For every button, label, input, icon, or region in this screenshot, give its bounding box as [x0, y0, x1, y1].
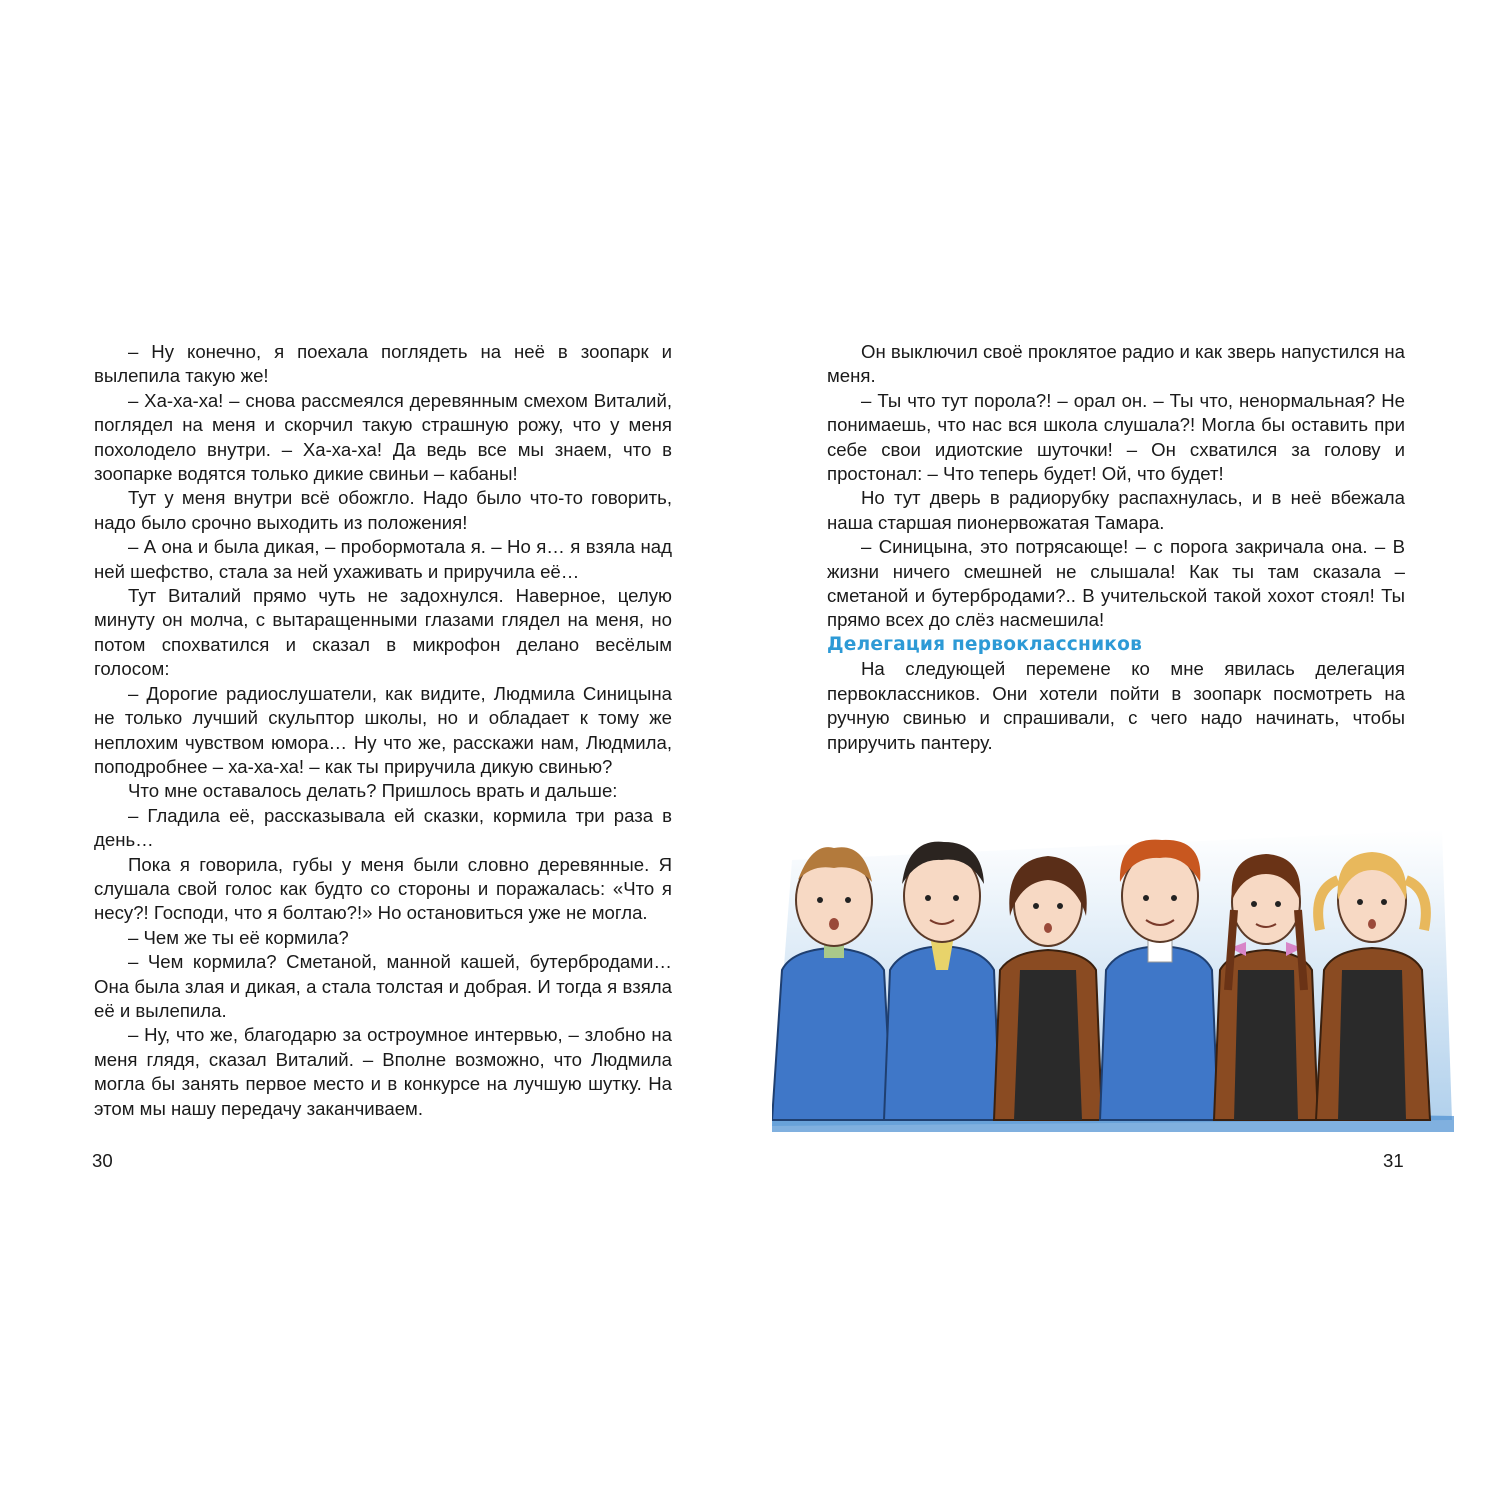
paragraph: – А она и была дикая, – пробормотала я. – Но я… я взяла над ней шефство, стала за ней ухаживать и приручила её…	[94, 536, 672, 582]
illustration-first-graders	[772, 820, 1454, 1132]
paragraph: Пока я говорила, губы у меня были словно деревянные. Я слушала свой голос как будто со стороны и поражалась: «Что я несу?! Господи, что я болтаю?!» Но остановиться уже не могла.	[94, 853, 672, 924]
paragraph: На следующей перемене ко мне явилась делегация первоклассников. Они хотели пойти в зоопарк посмотреть на ручную свинью и спрашивали, с чего надо начинать, чтобы приручить пантеру.	[827, 658, 1405, 753]
paragraph: Тут Виталий прямо чуть не задохнулся. Наверное, целую минуту он молча, с вытаращенными глазами глядел на меня, но потом спохватился и сказал в микрофон делано весёлым голосом:	[94, 585, 672, 680]
children-illustration	[772, 820, 1454, 1132]
chapter-title: Делегация первоклассников	[827, 633, 1143, 655]
left-page	[94, 340, 672, 1121]
paragraph: – Синицына, это потрясающе! – с порога закричала она. – В жизни ничего смешней не слышала! Как ты там сказала – сметаной и бутербродами?.. В учительской такой хохот стоял! Ты прямо всех до слёз насмешила!	[827, 536, 1405, 631]
page-number-right: 31	[1383, 1150, 1404, 1171]
paragraph: – Ты что тут порола?! – орал он. – Ты что, ненормальная? Не понимаешь, что нас вся школа слушала?! Могла бы оставить при себе свои идиотские шуточки! – Он схватился за голову и простонал: – Что теперь будет! Ой, что будет!	[827, 389, 1405, 485]
paragraph: Тут у меня внутри всё обожгло. Надо было что-то говорить, надо было срочно выходить из положения!	[94, 487, 672, 533]
paragraph: – Ну конечно, я поехала поглядеть на неё в зоопарк и вылепила такую же!	[94, 341, 672, 387]
paragraph: – Чем же ты её кормила?	[128, 926, 349, 948]
paragraph: – Ха-ха-ха! – снова рассмеялся деревянным смехом Виталий, поглядел на меня и скорчил такую страшную рожу, что у меня похолодело внутри. – Ха-ха-ха! Да ведь все мы знаем, что в зоопарке водятся только дикие свиньи – кабаны!	[94, 389, 672, 485]
paragraph: Что мне оставалось делать? Пришлось врать и дальше:	[128, 780, 618, 802]
paragraph: Он выключил своё проклятое радио и как зверь напустился на меня.	[827, 341, 1405, 387]
paragraph: – Ну, что же, благодарю за остроумное интервью, – злобно на меня глядя, сказал Виталий. – Вполне возможно, что Людмила могла бы занять первое место и в конкурсе на лучшую шутку. На этом мы нашу передачу заканчиваем.	[94, 1024, 672, 1119]
page-number-left: 30	[92, 1150, 113, 1171]
paragraph: – Дорогие радиослушатели, как видите, Людмила Синицына не только лучший скульптор школы, но и обладает к тому же неплохим чувством юмора… Ну что же, расскажи нам, Людмила, поподробнее – ха-ха-ха! – как ты приручила дикую свинью?	[94, 682, 672, 777]
right-page	[827, 340, 1405, 755]
paragraph: – Чем кормила? Сметаной, манной кашей, бутербродами… Она была злая и дикая, а стала толстая и добрая. И тогда я взяла её и вылепила.	[94, 951, 672, 1021]
paragraph: – Гладила её, рассказывала ей сказки, кормила три раза в день…	[94, 804, 672, 851]
child-girl-1	[994, 856, 1102, 1120]
paragraph: Но тут дверь в радиорубку распахнулась, и в неё вбежала наша старшая пионервожатая Тамара.	[827, 487, 1405, 533]
